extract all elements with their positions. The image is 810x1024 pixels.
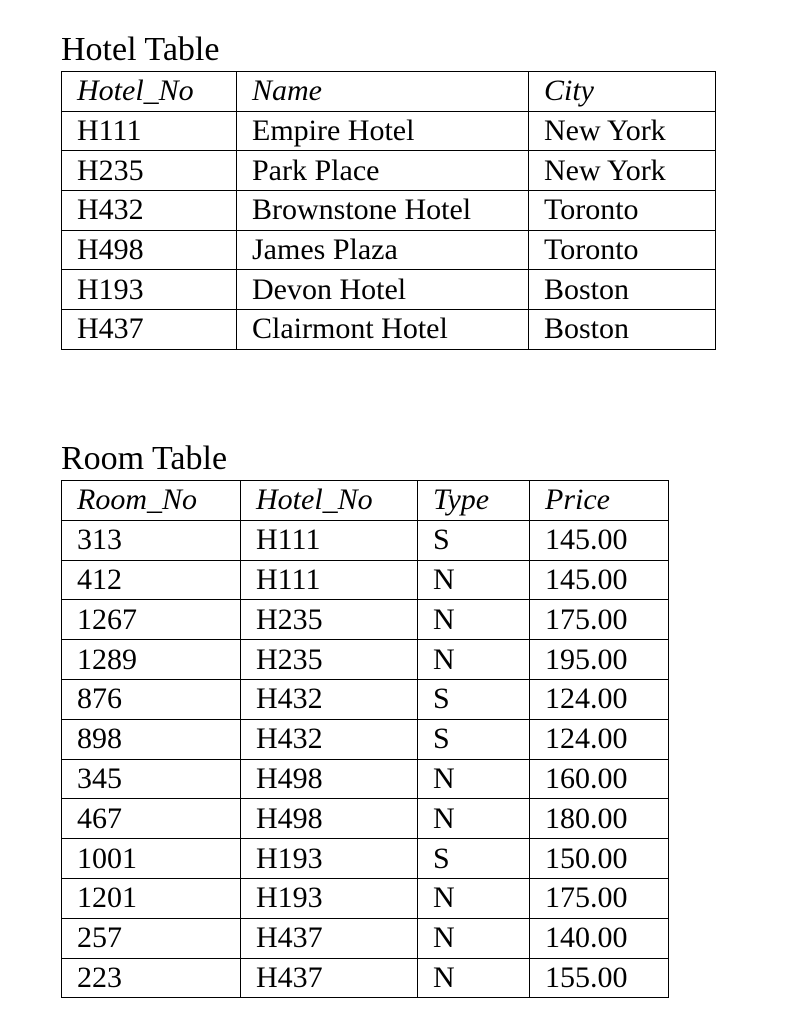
room-type-cell: S xyxy=(418,839,530,879)
room-hotel-no-cell: H235 xyxy=(241,640,418,680)
hotel-name-cell: Park Place xyxy=(237,151,529,191)
room-hotel-no-cell: H111 xyxy=(241,560,418,600)
room-price-cell: 195.00 xyxy=(530,640,669,680)
hotel-no-cell: H111 xyxy=(62,111,237,151)
table-row xyxy=(62,958,669,998)
room-no-cell: 876 xyxy=(62,679,241,719)
room-type-cell: N xyxy=(418,759,530,799)
room-hotel-no-cell: H235 xyxy=(241,600,418,640)
room-hotel-no-cell: H111 xyxy=(241,520,418,560)
header-cell-city: City xyxy=(529,72,716,112)
table-row xyxy=(62,679,669,719)
hotel-table xyxy=(61,71,716,350)
room-type-cell: S xyxy=(418,719,530,759)
hotel-city-cell: Boston xyxy=(529,270,716,310)
hotel-no-cell: H235 xyxy=(62,151,237,191)
room-price-cell: 124.00 xyxy=(530,719,669,759)
hotel-city-cell: Boston xyxy=(529,309,716,349)
room-type-cell: N xyxy=(418,560,530,600)
room-no-cell: 1201 xyxy=(62,878,241,918)
room-no-cell: 1289 xyxy=(62,640,241,680)
room-no-cell: 1267 xyxy=(62,600,241,640)
table-row xyxy=(62,520,669,560)
room-no-cell: 257 xyxy=(62,918,241,958)
room-price-cell: 140.00 xyxy=(530,918,669,958)
table-row xyxy=(62,151,716,191)
room-type-cell: N xyxy=(418,600,530,640)
room-hotel-no-cell: H193 xyxy=(241,839,418,879)
hotel-name-cell: James Plaza xyxy=(237,230,529,270)
room-table-caption: Room Table xyxy=(61,440,228,477)
hotel-no-cell: H432 xyxy=(62,190,237,230)
room-type-cell: N xyxy=(418,640,530,680)
room-no-cell: 898 xyxy=(62,719,241,759)
header-cell-room-no: Room_No xyxy=(62,481,241,521)
room-price-cell: 150.00 xyxy=(530,839,669,879)
room-price-cell: 155.00 xyxy=(530,958,669,998)
table-row xyxy=(62,799,669,839)
table-row xyxy=(62,309,716,349)
room-no-cell: 412 xyxy=(62,560,241,600)
room-price-cell: 160.00 xyxy=(530,759,669,799)
room-table-header-row xyxy=(62,481,669,521)
hotel-no-cell: H498 xyxy=(62,230,237,270)
room-table xyxy=(61,480,669,998)
room-price-cell: 145.00 xyxy=(530,520,669,560)
table-row xyxy=(62,839,669,879)
room-type-cell: N xyxy=(418,878,530,918)
room-price-cell: 175.00 xyxy=(530,600,669,640)
header-cell-name: Name xyxy=(237,72,529,112)
room-type-cell: N xyxy=(418,799,530,839)
hotel-name-cell: Devon Hotel xyxy=(237,270,529,310)
hotel-table-caption: Hotel Table xyxy=(61,31,220,68)
hotel-city-cell: New York xyxy=(529,151,716,191)
table-row xyxy=(62,600,669,640)
header-cell-hotel-no: Hotel_No xyxy=(241,481,418,521)
hotel-no-cell: H193 xyxy=(62,270,237,310)
room-hotel-no-cell: H437 xyxy=(241,918,418,958)
room-hotel-no-cell: H498 xyxy=(241,799,418,839)
room-table-body xyxy=(62,481,669,998)
room-price-cell: 124.00 xyxy=(530,679,669,719)
room-price-cell: 145.00 xyxy=(530,560,669,600)
table-row xyxy=(62,918,669,958)
header-cell-hotel-no: Hotel_No xyxy=(62,72,237,112)
header-cell-price: Price xyxy=(530,481,669,521)
table-row xyxy=(62,560,669,600)
hotel-no-cell: H437 xyxy=(62,309,237,349)
room-type-cell: S xyxy=(418,679,530,719)
room-hotel-no-cell: H498 xyxy=(241,759,418,799)
table-row xyxy=(62,759,669,799)
room-price-cell: 175.00 xyxy=(530,878,669,918)
hotel-name-cell: Clairmont Hotel xyxy=(237,309,529,349)
room-hotel-no-cell: H432 xyxy=(241,679,418,719)
room-type-cell: N xyxy=(418,918,530,958)
table-row xyxy=(62,878,669,918)
room-type-cell: S xyxy=(418,520,530,560)
room-type-cell: N xyxy=(418,958,530,998)
table-row xyxy=(62,230,716,270)
room-no-cell: 223 xyxy=(62,958,241,998)
room-no-cell: 345 xyxy=(62,759,241,799)
hotel-city-cell: New York xyxy=(529,111,716,151)
table-row xyxy=(62,270,716,310)
room-hotel-no-cell: H437 xyxy=(241,958,418,998)
room-no-cell: 467 xyxy=(62,799,241,839)
table-row xyxy=(62,111,716,151)
room-hotel-no-cell: H432 xyxy=(241,719,418,759)
table-row xyxy=(62,640,669,680)
hotel-table-body xyxy=(62,72,716,350)
room-hotel-no-cell: H193 xyxy=(241,878,418,918)
room-no-cell: 1001 xyxy=(62,839,241,879)
hotel-name-cell: Brownstone Hotel xyxy=(237,190,529,230)
header-cell-type: Type xyxy=(418,481,530,521)
room-price-cell: 180.00 xyxy=(530,799,669,839)
room-no-cell: 313 xyxy=(62,520,241,560)
table-row xyxy=(62,719,669,759)
hotel-table-header-row xyxy=(62,72,716,112)
hotel-city-cell: Toronto xyxy=(529,190,716,230)
hotel-city-cell: Toronto xyxy=(529,230,716,270)
table-row xyxy=(62,190,716,230)
hotel-name-cell: Empire Hotel xyxy=(237,111,529,151)
